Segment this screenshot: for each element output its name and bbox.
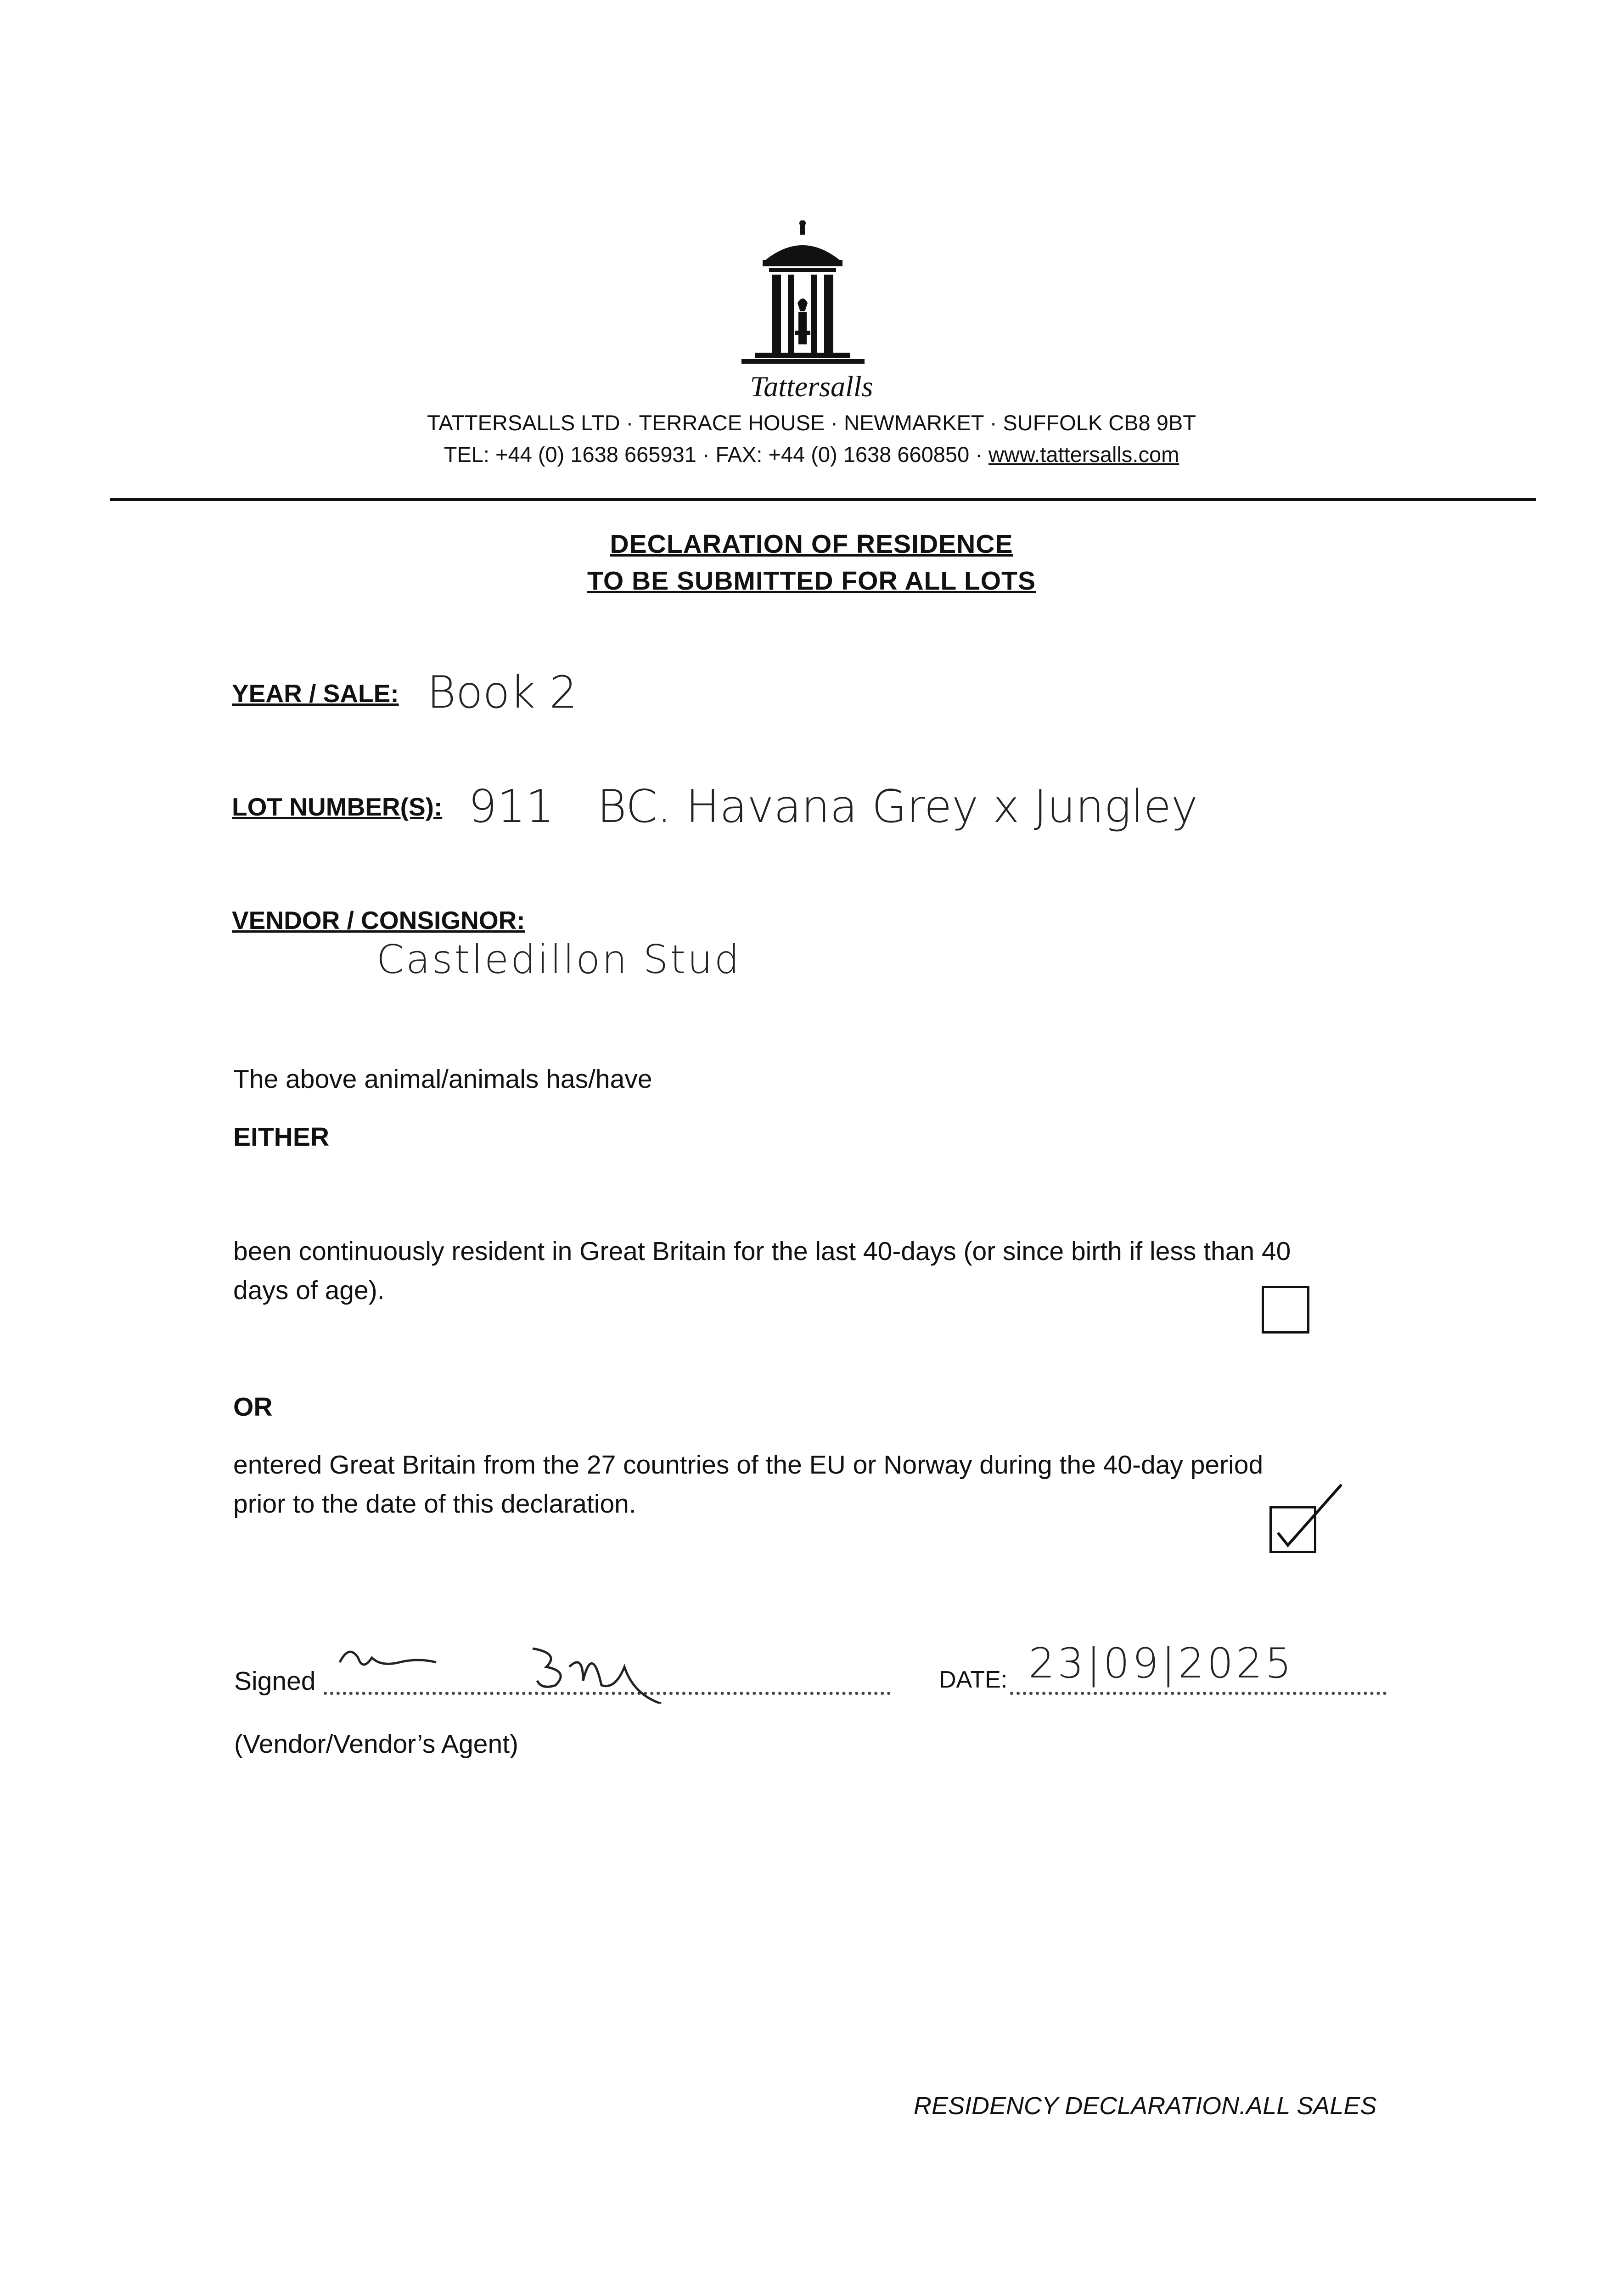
vendor-consignor-label: VENDOR / CONSIGNOR: <box>232 906 525 934</box>
either-label: EITHER <box>233 1122 330 1152</box>
or-label: OR <box>233 1392 273 1422</box>
company-address: TATTERSALLS LTD · TERRACE HOUSE · NEWMARKET · SUFFOLK CB8 9BT <box>427 411 1196 435</box>
company-contact <box>0 442 1623 467</box>
lot-numbers-label: LOT NUMBER(S): <box>232 793 443 821</box>
lot-numbers-value[interactable]: 911 BC. Havana Grey x Jungley <box>468 781 1198 833</box>
vendor-consignor-value[interactable]: Castledillon Stud <box>376 937 741 983</box>
option-continuous-residence <box>233 1232 1427 1310</box>
option-entered-from-eu <box>233 1446 1427 1524</box>
tattersalls-rotunda-logo-icon <box>732 220 884 372</box>
website-link[interactable]: www.tattersalls.com <box>988 442 1179 467</box>
statement-intro: The above animal/animals has/have <box>233 1064 652 1094</box>
checkmark-icon <box>1267 1479 1345 1557</box>
form-footer: RESIDENCY DECLARATION.ALL SALES <box>914 2092 1377 2120</box>
option-entered-from-eu-line2: prior to the date of this declaration. <box>233 1489 636 1519</box>
form-title: DECLARATION OF RESIDENCE <box>610 529 1013 559</box>
signed-label: Signed <box>234 1666 316 1696</box>
header-divider <box>110 498 1536 501</box>
option-continuous-residence-line2: days of age). <box>233 1276 385 1305</box>
contact-numbers: TEL: +44 (0) 1638 665931 · FAX: +44 (0) 1638 660850 · <box>444 442 988 467</box>
date-label: DATE: <box>939 1666 1008 1693</box>
option-entered-from-eu-line1: entered Great Britain from the 27 countries of the EU or Norway during the 40-day period <box>233 1450 1264 1480</box>
signature-icon <box>331 1635 735 1704</box>
year-sale-label: YEAR / SALE: <box>232 679 399 708</box>
date-value[interactable]: 23|09|2025 <box>1028 1639 1294 1688</box>
brand-name: Tattersalls <box>750 370 873 403</box>
checkbox-continuous-residence[interactable] <box>1262 1286 1309 1334</box>
option-continuous-residence-line1: been continuously resident in Great Britain for the last 40-days (or since birth if less than 40 <box>233 1237 1291 1266</box>
form-subtitle: TO BE SUBMITTED FOR ALL LOTS <box>587 566 1036 596</box>
vendor-agent-label: (Vendor/Vendor’s Agent) <box>234 1729 519 1759</box>
year-sale-value[interactable]: Book 2 <box>427 667 578 718</box>
